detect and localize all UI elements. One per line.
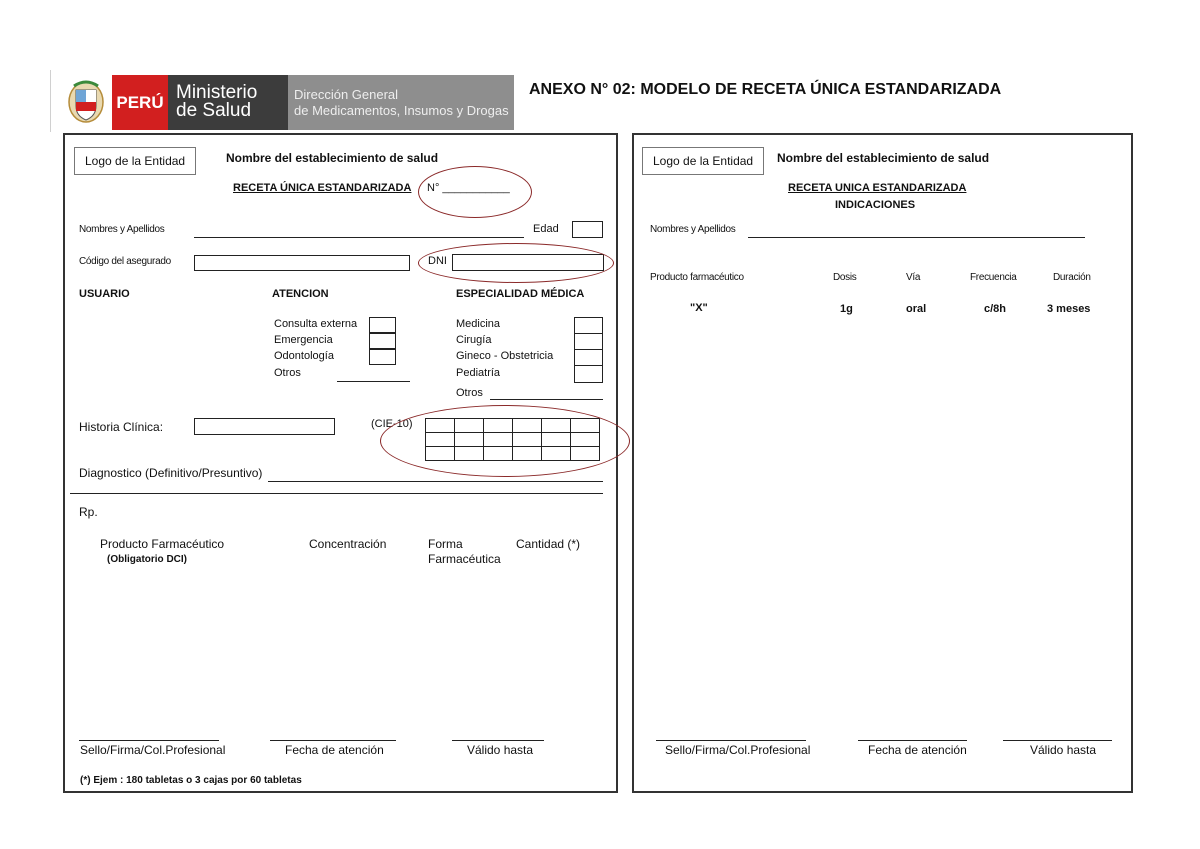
atencion-otros: Otros [274, 367, 301, 379]
nombres-label: Nombres y Apellidos [79, 224, 165, 235]
diagnostico-line[interactable] [268, 481, 603, 482]
especialidad-heading: ESPECIALIDAD MÉDICA [456, 288, 585, 300]
row-duracion: 3 meses [1047, 303, 1091, 315]
annotation-oval-number [418, 166, 532, 218]
col-via: Vía [906, 272, 921, 283]
valido-signature-line-right [1003, 740, 1112, 741]
receta-number-field[interactable]: N° ___________ [427, 182, 510, 194]
establishment-name: Nombre del establecimiento de salud [226, 151, 439, 165]
row-via: oral [906, 303, 927, 315]
nombres-line-right[interactable] [748, 237, 1085, 238]
nombres-label-right: Nombres y Apellidos [650, 224, 736, 235]
fecha-signature-line-right [858, 740, 967, 741]
edad-label: Edad [533, 223, 559, 235]
annotation-oval-dni [418, 243, 614, 283]
sello-signature-line [79, 740, 219, 741]
concentracion-header: Concentración [309, 537, 387, 551]
producto-header: Producto Farmacéutico [100, 537, 225, 551]
sello-signature-line-right [656, 740, 806, 741]
indicaciones-title: INDICACIONES [835, 199, 916, 211]
historia-field[interactable] [194, 418, 335, 435]
nombres-line[interactable] [194, 237, 524, 238]
fecha-signature-line [270, 740, 396, 741]
direccion-line2: de Medicamentos, Insumos y Drogas [294, 103, 509, 118]
row-producto: "X" [690, 302, 708, 314]
usuario-heading: USUARIO [79, 288, 130, 300]
col-frecuencia: Frecuencia [970, 272, 1017, 283]
page-title: ANEXO N° 02: MODELO DE RECETA ÚNICA ESTANDARIZADA [529, 81, 1002, 98]
ministerio-brand [168, 75, 288, 130]
checkbox-consulta[interactable] [369, 317, 396, 333]
sello-label-right: Sello/Firma/Col.Profesional [665, 743, 811, 757]
esp-otros-line[interactable] [490, 399, 603, 400]
annotation-oval-cie [380, 405, 630, 477]
entity-logo-placeholder-right: Logo de la Entidad [642, 147, 764, 175]
col-producto: Producto farmacéutico [650, 272, 744, 283]
atencion-otros-line[interactable] [337, 381, 410, 382]
col-dosis: Dosis [833, 272, 857, 283]
diagnostico-label: Diagnostico (Definitivo/Presuntivo) [79, 466, 263, 480]
atencion-consulta: Consulta externa [274, 318, 358, 330]
receta-title: RECETA ÚNICA ESTANDARIZADA [233, 182, 412, 194]
direccion-line1: Dirección General [294, 87, 399, 102]
codigo-label: Código del asegurado [79, 256, 171, 267]
peru-coat-of-arms-icon [66, 76, 106, 126]
rp-label: Rp. [79, 505, 98, 519]
valido-label: Válido hasta [467, 743, 534, 757]
historia-label: Historia Clínica: [79, 420, 164, 434]
edad-field[interactable] [572, 221, 603, 238]
section-divider [70, 493, 603, 494]
col-duracion: Duración [1053, 272, 1091, 283]
fecha-label: Fecha de atención [285, 743, 384, 757]
atencion-odontologia: Odontología [274, 350, 334, 362]
dni-label: DNI [428, 255, 447, 267]
row-frecuencia: c/8h [984, 303, 1007, 315]
fecha-label-right: Fecha de atención [868, 743, 967, 757]
peru-brand-label: PERÚ [112, 75, 168, 130]
esp-pediatria: Pediatría [456, 367, 501, 379]
atencion-heading: ATENCION [272, 288, 329, 300]
establishment-name-right: Nombre del establecimiento de salud [777, 151, 990, 165]
cie-label: (CIE-10) [371, 418, 413, 430]
valido-label-right: Válido hasta [1030, 743, 1097, 757]
checkbox-gineco[interactable] [574, 349, 603, 366]
cantidad-footnote: (*) Ejem : 180 tabletas o 3 cajas por 60 tabletas [80, 775, 302, 786]
checkbox-cirugia[interactable] [574, 333, 603, 350]
row-dosis: 1g [840, 303, 853, 315]
checkbox-pediatria[interactable] [574, 365, 603, 383]
checkbox-medicina[interactable] [574, 317, 603, 334]
sello-label: Sello/Firma/Col.Profesional [80, 743, 226, 757]
receta-title-right: RECETA UNICA ESTANDARIZADA [788, 182, 967, 194]
esp-otros: Otros [456, 387, 483, 399]
entity-logo-placeholder: Logo de la Entidad [74, 147, 196, 175]
checkbox-emergencia[interactable] [369, 333, 396, 349]
forma-header-1: Forma [428, 537, 463, 551]
checkbox-odontologia[interactable] [369, 349, 396, 365]
forma-header-2: Farmacéutica [428, 552, 501, 566]
direccion-brand [288, 75, 514, 130]
ministerio-line2: de Salud [176, 100, 252, 121]
ministerio-line1: Ministerio [176, 82, 258, 103]
cantidad-header: Cantidad (*) [516, 537, 581, 551]
atencion-emergencia: Emergencia [274, 334, 333, 346]
obligatorio-note: (Obligatorio DCI) [107, 554, 187, 565]
esp-gineco: Gineco - Obstetricia [456, 350, 554, 362]
valido-signature-line [452, 740, 544, 741]
esp-medicina: Medicina [456, 318, 501, 330]
codigo-field[interactable] [194, 255, 410, 271]
esp-cirugia: Cirugía [456, 334, 492, 346]
